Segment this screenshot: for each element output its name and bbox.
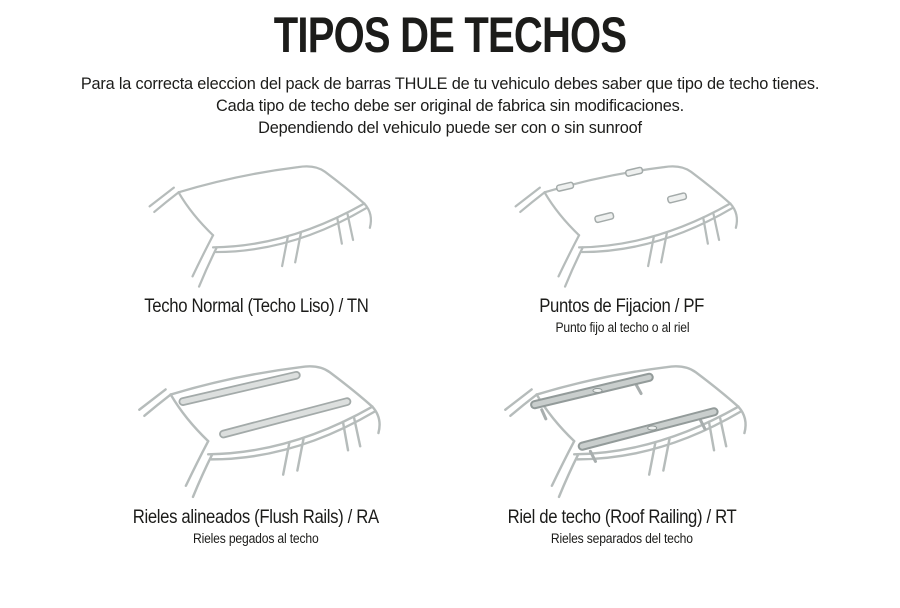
roof-type-label-ra: Rieles alineados (Flush Rails) / RA bbox=[132, 507, 380, 528]
intro-line-2: Cada tipo de techo debe ser original de fabrica sin modificaciones. bbox=[216, 96, 684, 115]
raised-roof-railing-illustration bbox=[484, 354, 788, 506]
page-title: TIPOS DE TECHOS bbox=[273, 7, 627, 63]
roof-type-card-ra bbox=[73, 354, 439, 547]
intro-line-3: Dependiendo del vehiculo puede ser con o sin sunroof bbox=[258, 118, 642, 137]
roof-type-sublabel-pf: Punto fijo al techo o al riel bbox=[555, 320, 689, 335]
flush-rails-roof-illustration bbox=[118, 354, 422, 506]
intro-line-1: Para la correcta eleccion del pack de barras THULE de tu vehiculo debes saber que tipo de techo tienes. bbox=[80, 74, 820, 93]
roof-type-sublabel-ra: Rieles pegados al techo bbox=[193, 531, 319, 546]
roof-type-label-pf: Puntos de Fijacion / PF bbox=[539, 296, 705, 317]
roof-type-card-tn bbox=[73, 155, 439, 336]
fixpoint-roof-illustration bbox=[496, 155, 776, 295]
roof-types-grid bbox=[73, 155, 805, 547]
roof-type-label-tn: Techo Normal (Techo Liso) / TN bbox=[143, 296, 369, 317]
normal-smooth-roof-illustration bbox=[130, 155, 410, 295]
roof-type-label-rt: Riel de techo (Roof Railing) / RT bbox=[507, 507, 737, 528]
roof-type-card-rt bbox=[439, 354, 805, 547]
roof-type-card-pf bbox=[439, 155, 805, 336]
roof-type-sublabel-rt: Rieles separados del techo bbox=[551, 531, 693, 546]
